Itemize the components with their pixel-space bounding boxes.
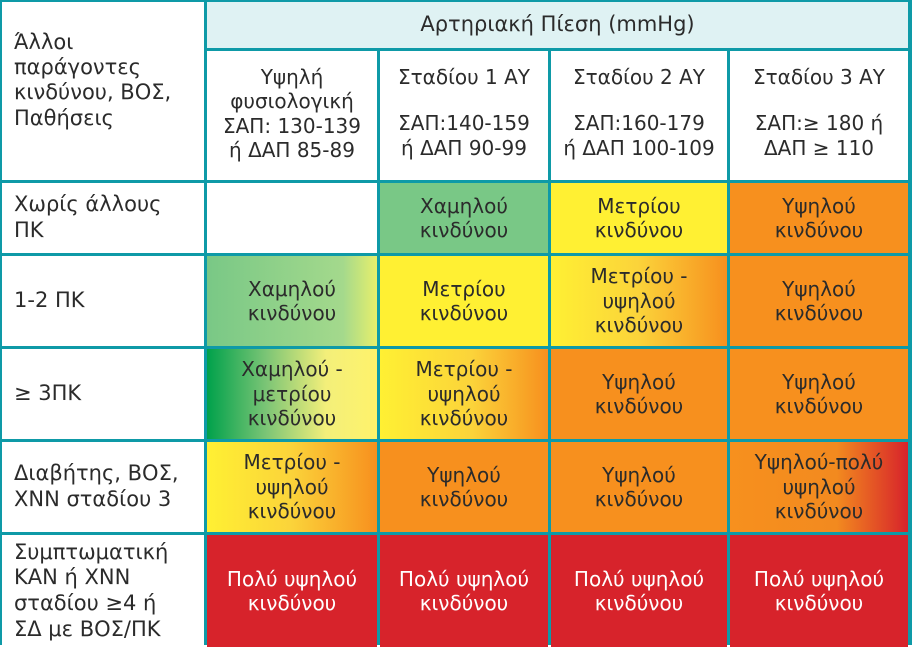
risk-cell-very-high — [380, 535, 548, 647]
risk-text: κινδύνου — [419, 406, 509, 431]
risk-cell-high — [380, 442, 548, 532]
risk-text: Χαμηλού - — [241, 357, 343, 382]
risk-text: κινδύνου — [774, 218, 864, 242]
risk-cell-very-high — [551, 535, 727, 647]
risk-text: κινδύνου — [247, 406, 337, 431]
risk-text: Υψηλού — [602, 462, 676, 487]
column-header-high-normal — [207, 51, 377, 180]
risk-cell-moderate — [551, 183, 727, 253]
risk-text: κινδύνου — [594, 218, 684, 242]
column-title: Σταδίου 2 ΑΥ — [572, 65, 705, 89]
risk-cell-empty — [207, 183, 377, 253]
risk-cell-low — [207, 256, 377, 346]
risk-text: Υψηλού — [782, 193, 856, 218]
risk-text: Χαμηλού — [420, 193, 508, 218]
risk-text: κινδύνου — [247, 591, 337, 615]
risk-cell-high — [551, 349, 727, 439]
risk-text: κινδύνου — [774, 394, 864, 418]
risk-cell-high — [730, 256, 908, 346]
column-range: ΔΑΠ ≥ 110 — [763, 135, 875, 160]
row-header-3-plus-risk-factors — [2, 349, 204, 439]
corner-label-line: παράγοντες — [14, 55, 141, 80]
risk-text: Πολύ υψηλού — [573, 566, 705, 591]
row-label-line: ΣΔ με ΒΟΣ/ΠΚ — [14, 616, 161, 641]
column-range: ΣΑΠ: 130-139 — [222, 113, 362, 138]
risk-text: κινδύνου — [774, 499, 864, 524]
risk-text: υψηλού — [427, 381, 501, 406]
risk-text: κινδύνου — [419, 487, 509, 511]
risk-cell-high — [730, 183, 908, 253]
risk-cell-low-moderate — [207, 349, 377, 439]
risk-text: Υψηλού — [782, 369, 856, 394]
risk-text: κινδύνου — [774, 301, 864, 325]
row-header-symptomatic-cvd — [2, 535, 204, 647]
risk-text: Πολύ υψηλού — [398, 566, 530, 591]
column-range: ΣΑΠ:140-159 — [398, 111, 530, 136]
risk-cell-moderate — [380, 256, 548, 346]
column-range: ΣΑΠ:≥ 180 ή — [754, 111, 884, 136]
risk-text: κινδύνου — [594, 487, 684, 511]
row-label-line: 1-2 ΠΚ — [14, 288, 85, 313]
row-label-line: Συμπτωματική — [14, 539, 169, 564]
risk-text: υψηλού — [782, 474, 856, 499]
risk-text: υψηλού — [602, 288, 676, 313]
risk-text: Χαμηλού — [248, 276, 336, 301]
blood-pressure-header: Αρτηριακή Πίεση (mmHg) — [207, 2, 908, 48]
risk-text: κινδύνου — [774, 591, 864, 615]
risk-text: κινδύνου — [419, 301, 509, 325]
column-title: Υψηλή — [260, 65, 324, 89]
column-title: Σταδίου 1 ΑΥ — [397, 65, 530, 89]
risk-text: Μετρίου - — [243, 450, 341, 475]
column-range: ΣΑΠ:160-179 — [573, 111, 705, 136]
column-range: ή ΔΑΠ 85-89 — [229, 138, 355, 163]
risk-text: Πολύ υψηλού — [226, 566, 358, 591]
column-title: Σταδίου 3 ΑΥ — [752, 65, 885, 89]
corner-label-line: κινδύνου, ΒΟΣ, — [14, 80, 172, 105]
row-header-1-2-risk-factors — [2, 256, 204, 346]
risk-text: κινδύνου — [419, 591, 509, 615]
corner-label-line: Άλλοι — [14, 30, 74, 54]
row-label-line: Χωρίς άλλους — [14, 192, 162, 217]
row-header-diabetes-ckd3 — [2, 442, 204, 532]
risk-text: υψηλού — [255, 474, 329, 499]
risk-cell-moderate-high — [551, 256, 727, 346]
risk-cell-high-very-high — [730, 442, 908, 532]
risk-text: Πολύ υψηλού — [753, 566, 885, 591]
column-range: ή ΔΑΠ 100-109 — [563, 135, 715, 160]
risk-text: Υψηλού-πολύ — [754, 450, 884, 475]
row-label-line: σταδίου ≥4 ή — [14, 591, 157, 615]
risk-cell-high — [730, 349, 908, 439]
row-label-line: ΚΑΝ ή ΧΝΝ — [14, 565, 131, 590]
row-label-line: ΠΚ — [14, 218, 44, 242]
risk-text: κινδύνου — [247, 499, 337, 524]
risk-text: κινδύνου — [594, 313, 684, 338]
risk-cell-very-high — [207, 535, 377, 647]
risk-cell-very-high — [730, 535, 908, 647]
risk-text: κινδύνου — [247, 301, 337, 325]
column-header-stage-1 — [380, 51, 548, 180]
risk-cell-high — [551, 442, 727, 532]
risk-text: Υψηλού — [427, 462, 501, 487]
risk-text: κινδύνου — [594, 394, 684, 418]
risk-cell-moderate-high — [380, 349, 548, 439]
risk-text: Υψηλού — [602, 369, 676, 394]
risk-text: Υψηλού — [782, 276, 856, 301]
corner-header — [2, 2, 204, 180]
risk-text: Μετρίου - — [590, 264, 688, 289]
row-label-line: Διαβήτης, ΒΟΣ, — [14, 461, 179, 486]
risk-text: Μετρίου — [597, 193, 681, 218]
risk-text: Μετρίου - — [415, 357, 513, 382]
row-label-line: ΧΝΝ σταδίου 3 — [14, 487, 172, 511]
column-range: ή ΔΑΠ 90-99 — [401, 135, 527, 160]
corner-label-line: Παθήσεις — [14, 105, 114, 130]
column-header-stage-3 — [730, 51, 908, 180]
risk-text: Μετρίου — [422, 276, 506, 301]
risk-text: κινδύνου — [419, 218, 509, 242]
risk-cell-moderate-high — [207, 442, 377, 532]
risk-text: κινδύνου — [594, 591, 684, 615]
risk-text: μετρίου — [252, 381, 332, 406]
row-header-no-risk-factors — [2, 183, 204, 253]
column-title: φυσιολογική — [230, 89, 354, 114]
row-label-line: ≥ 3ΠΚ — [14, 381, 82, 406]
risk-cell-low — [380, 183, 548, 253]
column-header-stage-2 — [551, 51, 727, 180]
